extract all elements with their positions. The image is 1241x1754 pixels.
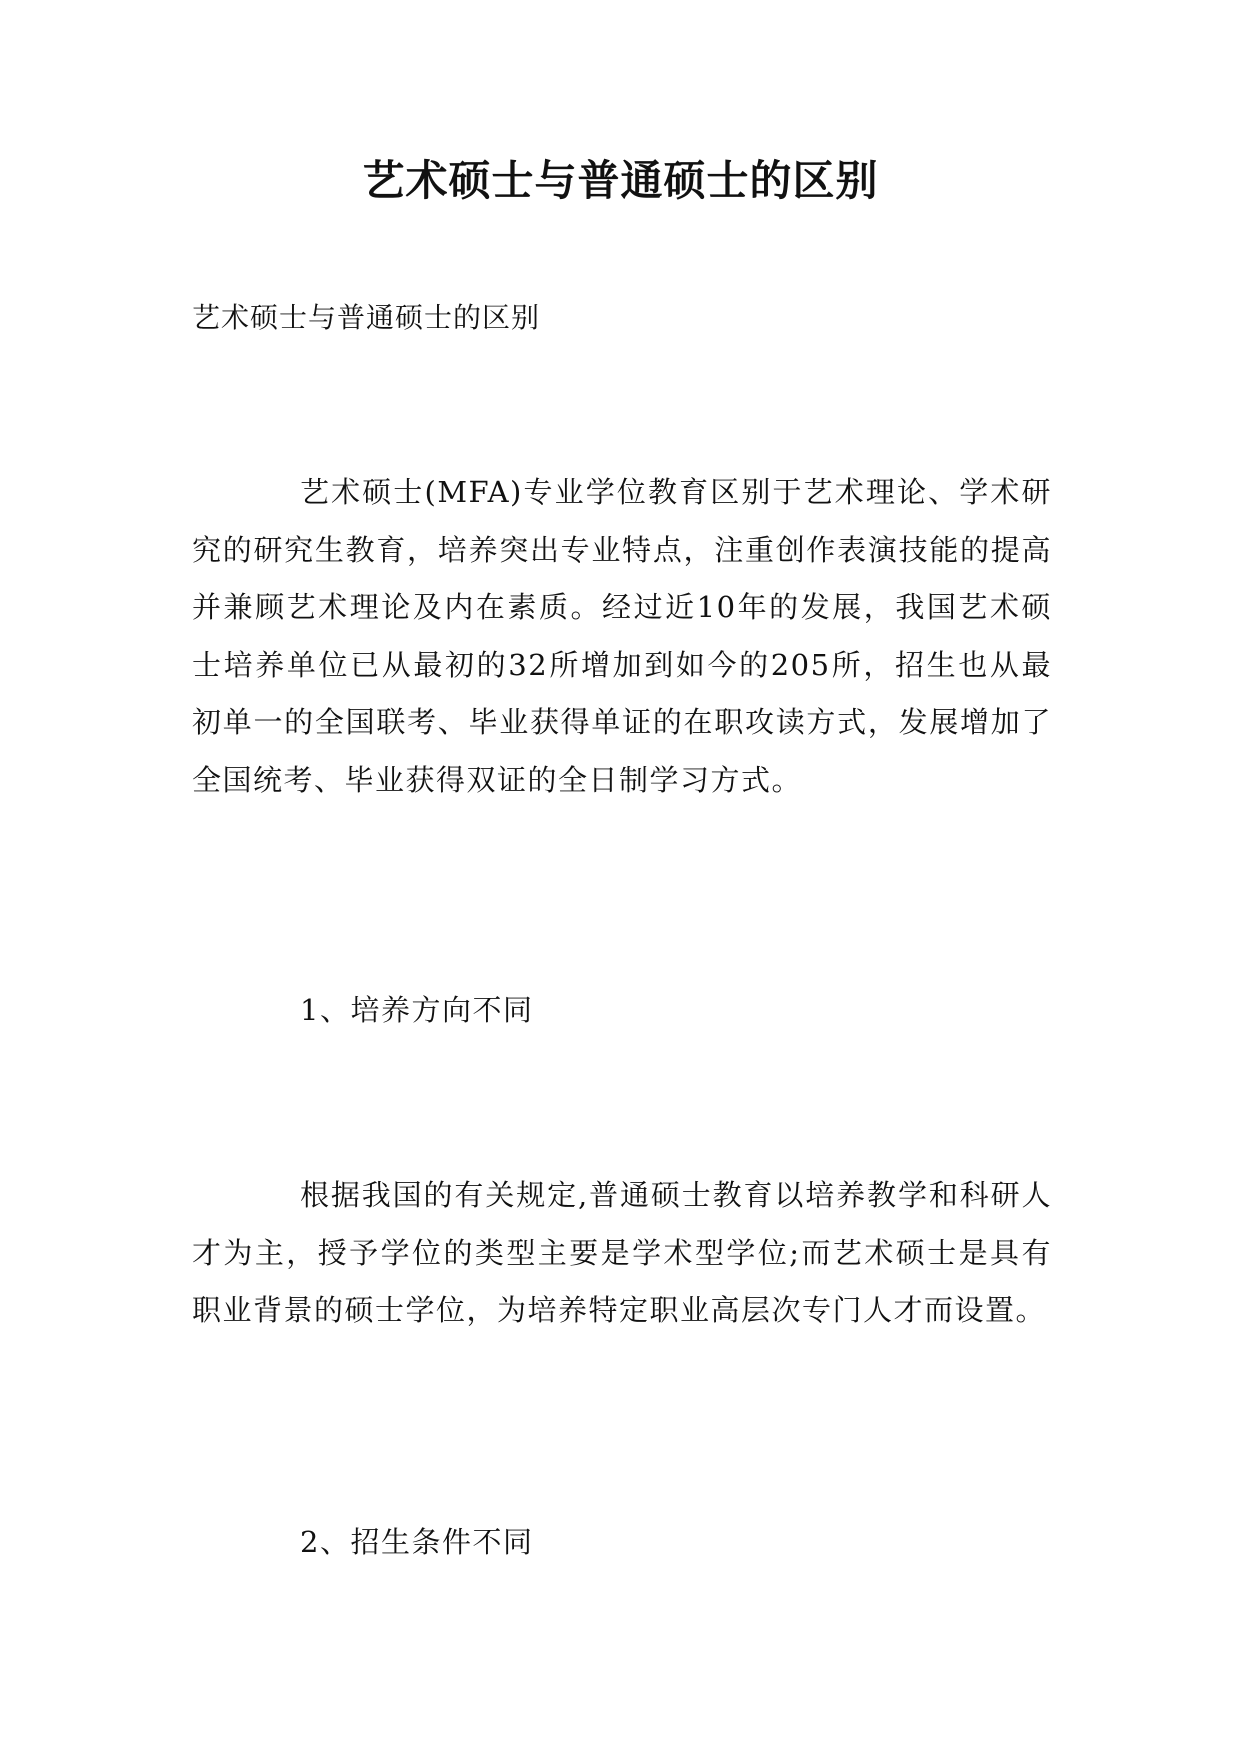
document-subtitle: 艺术硕士与普通硕士的区别 <box>192 301 541 334</box>
section-heading-1: 1、培养方向不同 <box>300 993 534 1027</box>
document-title: 艺术硕士与普通硕士的区别 <box>362 156 879 205</box>
intro-paragraph: 艺术硕士(MFA)专业学位教育区别于艺术理论、学术研究的研究生教育，培养突出专业特点，注重创作表演技能的提高并兼顾艺术理论及内在素质。经过近10年的发展，我国艺术硕士培养单位已从最初的32所增加到如今的205所，招生也从最初单一的全国联考、毕业获得单证的在职攻读方式，发展增加了全国统考、毕业获得双证的全日制学习方式。 <box>192 475 1052 797</box>
section-heading-2: 2、招生条件不同 <box>300 1525 534 1559</box>
section-1-paragraph: 根据我国的有关规定,普通硕士教育以培养教学和科研人才为主，授予学位的类型主要是学术型学位;而艺术硕士是具有职业背景的硕士学位，为培养特定职业高层次专门人才而设置。 <box>192 1178 1052 1327</box>
